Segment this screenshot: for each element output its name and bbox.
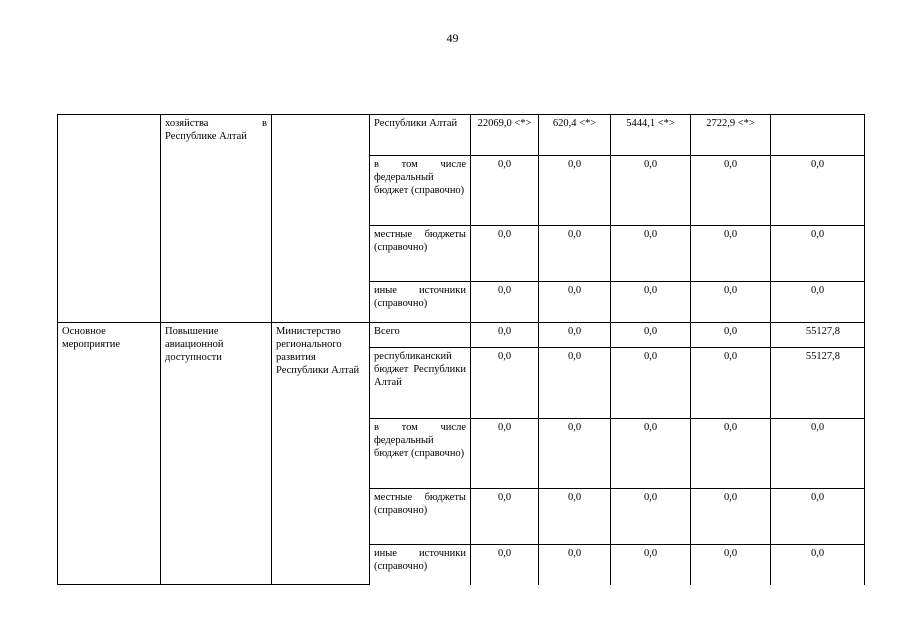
value-cell: 0,0	[691, 545, 771, 585]
funding-source-cell: Республики Алтай	[370, 115, 471, 156]
value-cell: 0,0	[691, 156, 771, 226]
value-cell: 0,0	[471, 545, 539, 585]
funding-source-cell: республиканский бюджет Республики Алтай	[370, 348, 471, 419]
value-cell: 0,0	[611, 226, 691, 282]
executor-cell: Министерство регионального развития Республики Алтай	[272, 323, 370, 585]
value-cell: 0,0	[771, 156, 865, 226]
value-cell: 0,0	[611, 348, 691, 419]
value-cell: 0,0	[471, 419, 539, 489]
value-cell: 0,0	[539, 419, 611, 489]
value-cell: 0,0	[611, 489, 691, 545]
event-type-cell: Основное мероприятие	[58, 323, 161, 585]
value-cell: 0,0	[611, 156, 691, 226]
value-cell: 0,0	[611, 419, 691, 489]
funding-source-cell: иные источники (справочно)	[370, 282, 471, 323]
value-cell: 0,0	[539, 226, 611, 282]
page-number: 49	[446, 31, 459, 45]
value-cell: 0,0	[771, 489, 865, 545]
value-cell: 0,0	[471, 226, 539, 282]
value-cell: 0,0	[471, 489, 539, 545]
value-cell: 0,0	[691, 323, 771, 348]
value-cell: 0,0	[691, 419, 771, 489]
value-cell: 0,0	[691, 282, 771, 323]
value-cell: 0,0	[539, 545, 611, 585]
funding-source-cell: местные бюджеты (справочно)	[370, 489, 471, 545]
value-cell: 0,0	[471, 282, 539, 323]
value-cell: 0,0	[691, 489, 771, 545]
budget-table	[57, 114, 865, 585]
event-name-cell: Повышение авиационной доступности	[161, 323, 272, 585]
funding-source-cell: Всего	[370, 323, 471, 348]
value-cell: 0,0	[771, 282, 865, 323]
value-cell: 0,0	[471, 348, 539, 419]
value-cell: 55127,8	[771, 348, 865, 419]
value-cell: 0,0	[771, 226, 865, 282]
value-cell: 0,0	[471, 156, 539, 226]
table-row	[58, 115, 865, 156]
value-cell: 0,0	[539, 156, 611, 226]
value-cell: 0,0	[611, 282, 691, 323]
value-cell: 0,0	[771, 419, 865, 489]
value-cell: 22069,0 <*>	[471, 115, 539, 156]
value-cell: 5444,1 <*>	[611, 115, 691, 156]
value-cell: 0,0	[691, 226, 771, 282]
value-cell: 620,4 <*>	[539, 115, 611, 156]
funding-source-cell: иные источники (справочно)	[370, 545, 471, 585]
funding-source-cell: в том числе федеральный бюджет (справочно)	[370, 419, 471, 489]
value-cell: 2722,9 <*>	[691, 115, 771, 156]
event-type-cell	[58, 115, 161, 323]
value-cell: 0,0	[691, 348, 771, 419]
value-cell	[771, 115, 865, 156]
value-cell: 55127,8	[771, 323, 865, 348]
funding-source-cell: в том числе федеральный бюджет (справочно)	[370, 156, 471, 226]
value-cell: 0,0	[471, 323, 539, 348]
value-cell: 0,0	[539, 489, 611, 545]
value-cell: 0,0	[771, 545, 865, 585]
value-cell: 0,0	[611, 323, 691, 348]
table-row	[58, 323, 865, 348]
executor-cell	[272, 115, 370, 323]
value-cell: 0,0	[539, 348, 611, 419]
event-name-cell: хозяйства в Республике Алтай	[161, 115, 272, 323]
value-cell: 0,0	[539, 323, 611, 348]
value-cell: 0,0	[611, 545, 691, 585]
funding-source-cell: местные бюджеты (справочно)	[370, 226, 471, 282]
value-cell: 0,0	[539, 282, 611, 323]
